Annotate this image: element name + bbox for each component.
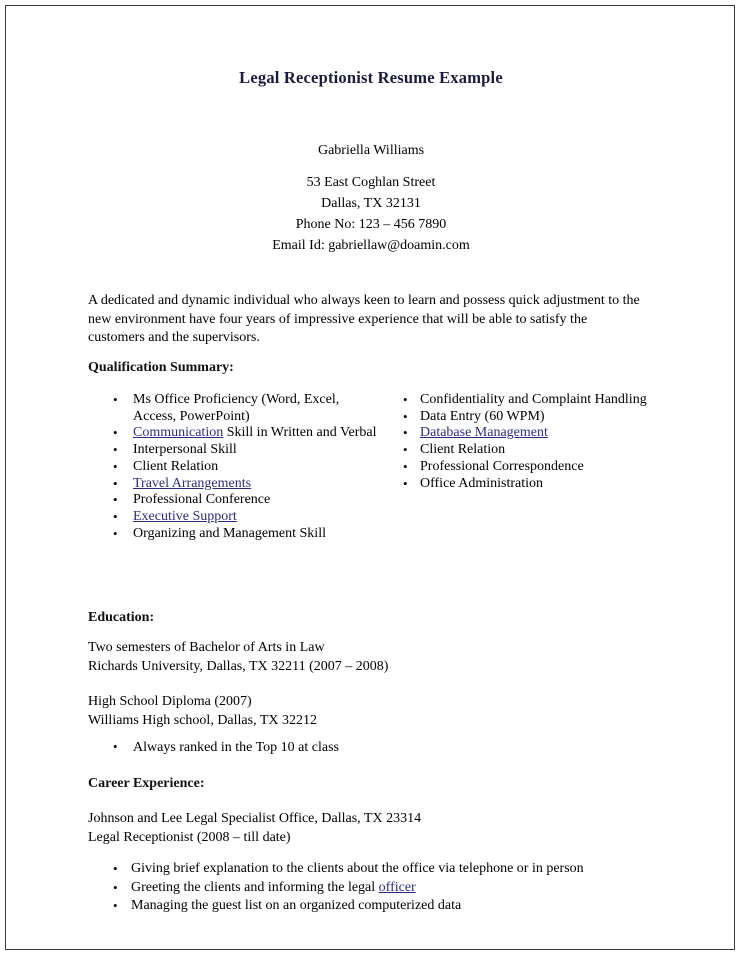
qualification-item: [108, 392, 378, 425]
qualification-item-label: Interpersonal Skill: [133, 442, 237, 458]
education-entry-2: [88, 693, 317, 730]
career-employer: Johnson and Lee Legal Specialist Office, Dallas, TX 23314: [88, 811, 422, 826]
qualification-item-text: [420, 392, 647, 407]
contact-city-state-zip: Dallas, TX 32131: [321, 196, 421, 211]
qualification-item: [398, 392, 653, 409]
qualification-item: [108, 425, 378, 442]
qualification-item-text: [133, 526, 326, 541]
qualification-item-text: [133, 459, 218, 474]
qualification-item: [398, 409, 653, 426]
qualification-item: [398, 442, 653, 459]
qualification-item-text: [420, 442, 505, 457]
qualification-item: [398, 476, 653, 493]
qualification-item-label: Client Relation: [133, 458, 219, 474]
career-responsibility-item-text: [131, 898, 461, 913]
education-achievement-item-text: Always ranked in the Top 10 at class: [133, 740, 339, 755]
education-achievement-list: [108, 739, 339, 757]
career-role: Legal Receptionist (2008 – till date): [88, 829, 291, 845]
section-heading-qualification: Qualification Summary:: [88, 360, 234, 375]
qualification-item-label: Professional Correspondence: [420, 458, 584, 474]
qualification-item-label: Professional Conference: [133, 492, 271, 508]
qualification-item-label: Confidentiality and Complaint Handling: [420, 392, 647, 407]
qualification-item-text: [133, 492, 270, 507]
qualification-item-label: Ms Office Proficiency (Word, Excel, Access, PowerPoint): [133, 392, 340, 424]
bullet-icon: •: [113, 861, 118, 876]
bullet-icon: •: [403, 392, 408, 407]
professional-summary: A dedicated and dynamic individual who always keen to learn and possess quick adjustment to the new environment have four years of impressive experience that will be able to satisfy the customers and the supervisors.: [88, 293, 640, 345]
qualification-item-link[interactable]: Travel Arrangements: [133, 475, 252, 491]
contact-street: 53 East Coghlan Street: [306, 175, 436, 190]
section-heading-career: Career Experience:: [88, 776, 205, 791]
career-entry: [88, 810, 421, 847]
bullet-icon: •: [403, 442, 408, 458]
section-heading-education: Education:: [88, 610, 155, 625]
qualification-item-text: [133, 509, 237, 524]
contact-phone: Phone No: 123 – 456 7890: [295, 217, 447, 232]
education-degree-1: Two semesters of Bachelor of Arts in Law: [88, 640, 325, 655]
qualification-item: [108, 509, 378, 526]
qualification-list-right-column: [398, 392, 653, 492]
bullet-icon: •: [113, 458, 118, 474]
bullet-icon: •: [403, 475, 408, 491]
bullet-icon: •: [403, 458, 408, 474]
career-responsibility-item-prefix: Greeting the clients and informing the legal: [131, 879, 379, 895]
qualification-item-text: [133, 392, 339, 424]
applicant-name: Gabriella Williams: [317, 143, 425, 158]
qualification-item: [108, 492, 378, 509]
career-responsibility-item-label: Giving brief explanation to the clients about the office via telephone or in person: [131, 861, 584, 876]
qualification-item: [398, 459, 653, 476]
career-responsibility-item: [108, 860, 668, 879]
qualification-item-text: [420, 459, 584, 474]
qualification-item-link[interactable]: Executive Support: [133, 508, 237, 524]
education-achievement-item: [108, 739, 339, 757]
qualification-item: [108, 459, 378, 476]
qualification-item-link[interactable]: Communication: [133, 425, 224, 441]
career-responsibility-item-text: [131, 880, 416, 895]
career-responsibility-item-label: Managing the guest list on an organized computerized data: [131, 898, 462, 913]
bullet-icon: •: [113, 739, 118, 754]
bullet-icon: •: [113, 475, 118, 491]
qualification-item-label: Office Administration: [420, 475, 543, 491]
education-institution-2: Williams High school, Dallas, TX 32212: [88, 712, 317, 728]
page-title: Legal Receptionist Resume Example: [239, 68, 503, 87]
qualification-item-suffix: Skill in Written and Verbal: [223, 425, 377, 441]
qualification-item-label: Data Entry (60 WPM): [420, 408, 545, 424]
qualification-item-label: Organizing and Management Skill: [133, 525, 326, 541]
education-institution-1: Richards University, Dallas, TX 32211 (2007 – 2008): [88, 658, 389, 674]
qualification-item: [108, 442, 378, 459]
bullet-icon: •: [113, 392, 118, 407]
contact-block: [0, 172, 742, 256]
education-entry-1: [88, 639, 388, 676]
qualification-item-label: Client Relation: [420, 442, 506, 458]
bullet-icon: •: [113, 898, 118, 913]
bullet-icon: •: [113, 879, 118, 895]
qualification-item-text: [420, 409, 545, 424]
qualification-item-link[interactable]: Database Management: [420, 425, 548, 441]
career-responsibility-item: [108, 897, 668, 916]
bullet-icon: •: [113, 442, 118, 458]
contact-email: Email Id: gabriellaw@doamin.com: [272, 238, 470, 253]
career-responsibility-item-text: [131, 861, 584, 876]
qualification-item: [398, 425, 653, 442]
qualification-item: [108, 526, 378, 543]
bullet-icon: •: [113, 425, 118, 441]
qualification-item: [108, 476, 378, 493]
bullet-icon: •: [113, 492, 118, 508]
bullet-icon: •: [403, 425, 408, 441]
qualification-item-text: [420, 425, 548, 440]
qualification-item-text: [133, 425, 377, 440]
bullet-icon: •: [113, 525, 118, 541]
bullet-icon: •: [403, 408, 408, 424]
qualification-item-text: [420, 476, 543, 491]
education-degree-2: High School Diploma (2007): [88, 694, 252, 709]
qualification-item-text: [133, 476, 251, 491]
career-responsibility-item-link[interactable]: officer: [378, 879, 416, 895]
qualification-list-left-column: [108, 392, 378, 542]
bullet-icon: •: [113, 508, 118, 524]
qualification-item-text: [133, 442, 237, 457]
career-responsibility-list: [108, 860, 668, 916]
career-responsibility-item: [108, 879, 668, 898]
